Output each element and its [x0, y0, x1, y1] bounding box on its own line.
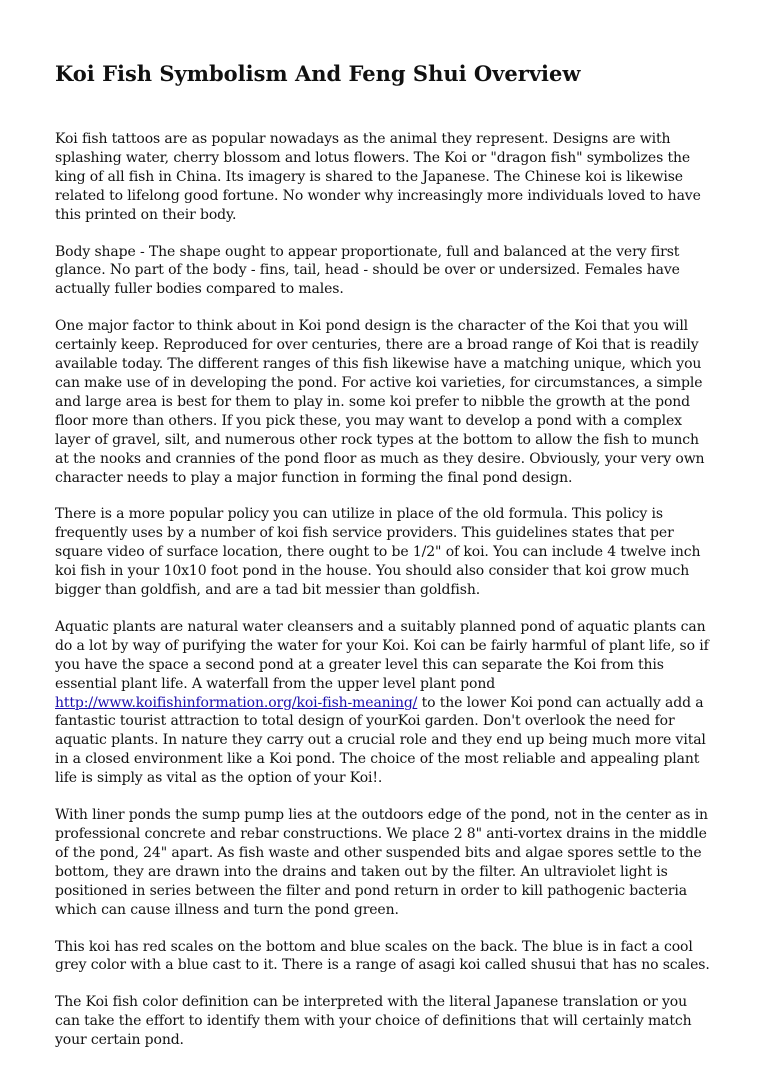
- paragraph-7: This koi has red scales on the bottom and blue scales on the back. The blue is in fact a cool grey color with a blue cast to it. There is a range of asagi koi called shusui that has no scales.: [55, 938, 710, 974]
- paragraph-5: [55, 618, 713, 788]
- paragraph-5-text-before: Aquatic plants are natural water cleansers and a suitably planned pond of aquatic plants can do a lot by way of purifying the water for your Koi. Koi can be fairly harmful of plant life, so if you have the space a second pond at a greater level this can separate the Koi from this essential plant life. A waterfall from the upper level plant pond: [55, 618, 709, 692]
- document-title: Koi Fish Symbolism And Feng Shui Overview: [55, 61, 581, 86]
- paragraph-8: The Koi fish color definition can be interpreted with the literal Japanese translation or you can take the effort to identify them with your choice of definitions that will certainly match your certain pond.: [55, 994, 692, 1049]
- paragraph-5-text-after: to the lower Koi pond can actually add a fantastic tourist attraction to total design of yourKoi garden. Don't overlook the need for aquatic plants. In nature they carry out a crucial role and they end up being much more vital in a closed environment like a Koi pond. The choice of the most reliable and appealing plant life is simply as vital as the option of your Koi!.: [55, 694, 706, 787]
- koi-info-link[interactable]: http://www.koifishinformation.org/koi-fish-meaning/: [55, 694, 418, 711]
- paragraph-1: Koi fish tattoos are as popular nowadays as the animal they represent. Designs are with splashing water, cherry blossom and lotus flowers. The Koi or "dragon fish" symbolizes the king of all fish in China. Its imagery is shared to the Japanese. The Chinese koi is likewise related to lifelong good fortune. No wonder why increasingly more individuals loved to have this printed on their body.: [55, 131, 701, 223]
- paragraph-3: One major factor to think about in Koi pond design is the character of the Koi that you will certainly keep. Reproduced for over centuries, there are a broad range of Koi that is readily available today. The different ranges of this fish likewise have a matching unique, which you can make use of in developing the pond. For active koi varieties, for circumstances, a simple and large area is best for them to play in. some koi prefer to nibble the growth at the pond floor more than others. If you pick these, you may want to develop a pond with a complex layer of gravel, silt, and numerous other rock types at the bottom to allow the fish to munch at the nooks and crannies of the pond floor as much as they desire. Obviously, your very own character needs to play a major function in forming the final pond design.: [55, 318, 705, 486]
- paragraph-6: With liner ponds the sump pump lies at the outdoors edge of the pond, not in the center as in professional concrete and rebar constructions. We place 2 8" anti-vortex drains in the middle of the pond, 24" apart. As fish waste and other suspended bits and algae spores settle to the bottom, they are drawn into the drains and taken out by the filter. An ultraviolet light is positioned in series between the filter and pond return in order to kill pathogenic bacteria which can cause illness and turn the pond green.: [55, 807, 708, 918]
- paragraph-2: Body shape - The shape ought to appear proportionate, full and balanced at the very first glance. No part of the body - fins, tail, head - should be over or undersized. Females have actually fuller bodies compared to males.: [55, 243, 680, 298]
- paragraph-4: There is a more popular policy you can utilize in place of the old formula. This policy is frequently uses by a number of koi fish service providers. This guidelines states that per square video of surface location, there ought to be 1/2" of koi. You can include 4 twelve inch koi fish in your 10x10 foot pond in the house. You should also consider that koi grow much bigger than goldfish, and are a tad bit messier than goldfish.: [55, 506, 701, 599]
